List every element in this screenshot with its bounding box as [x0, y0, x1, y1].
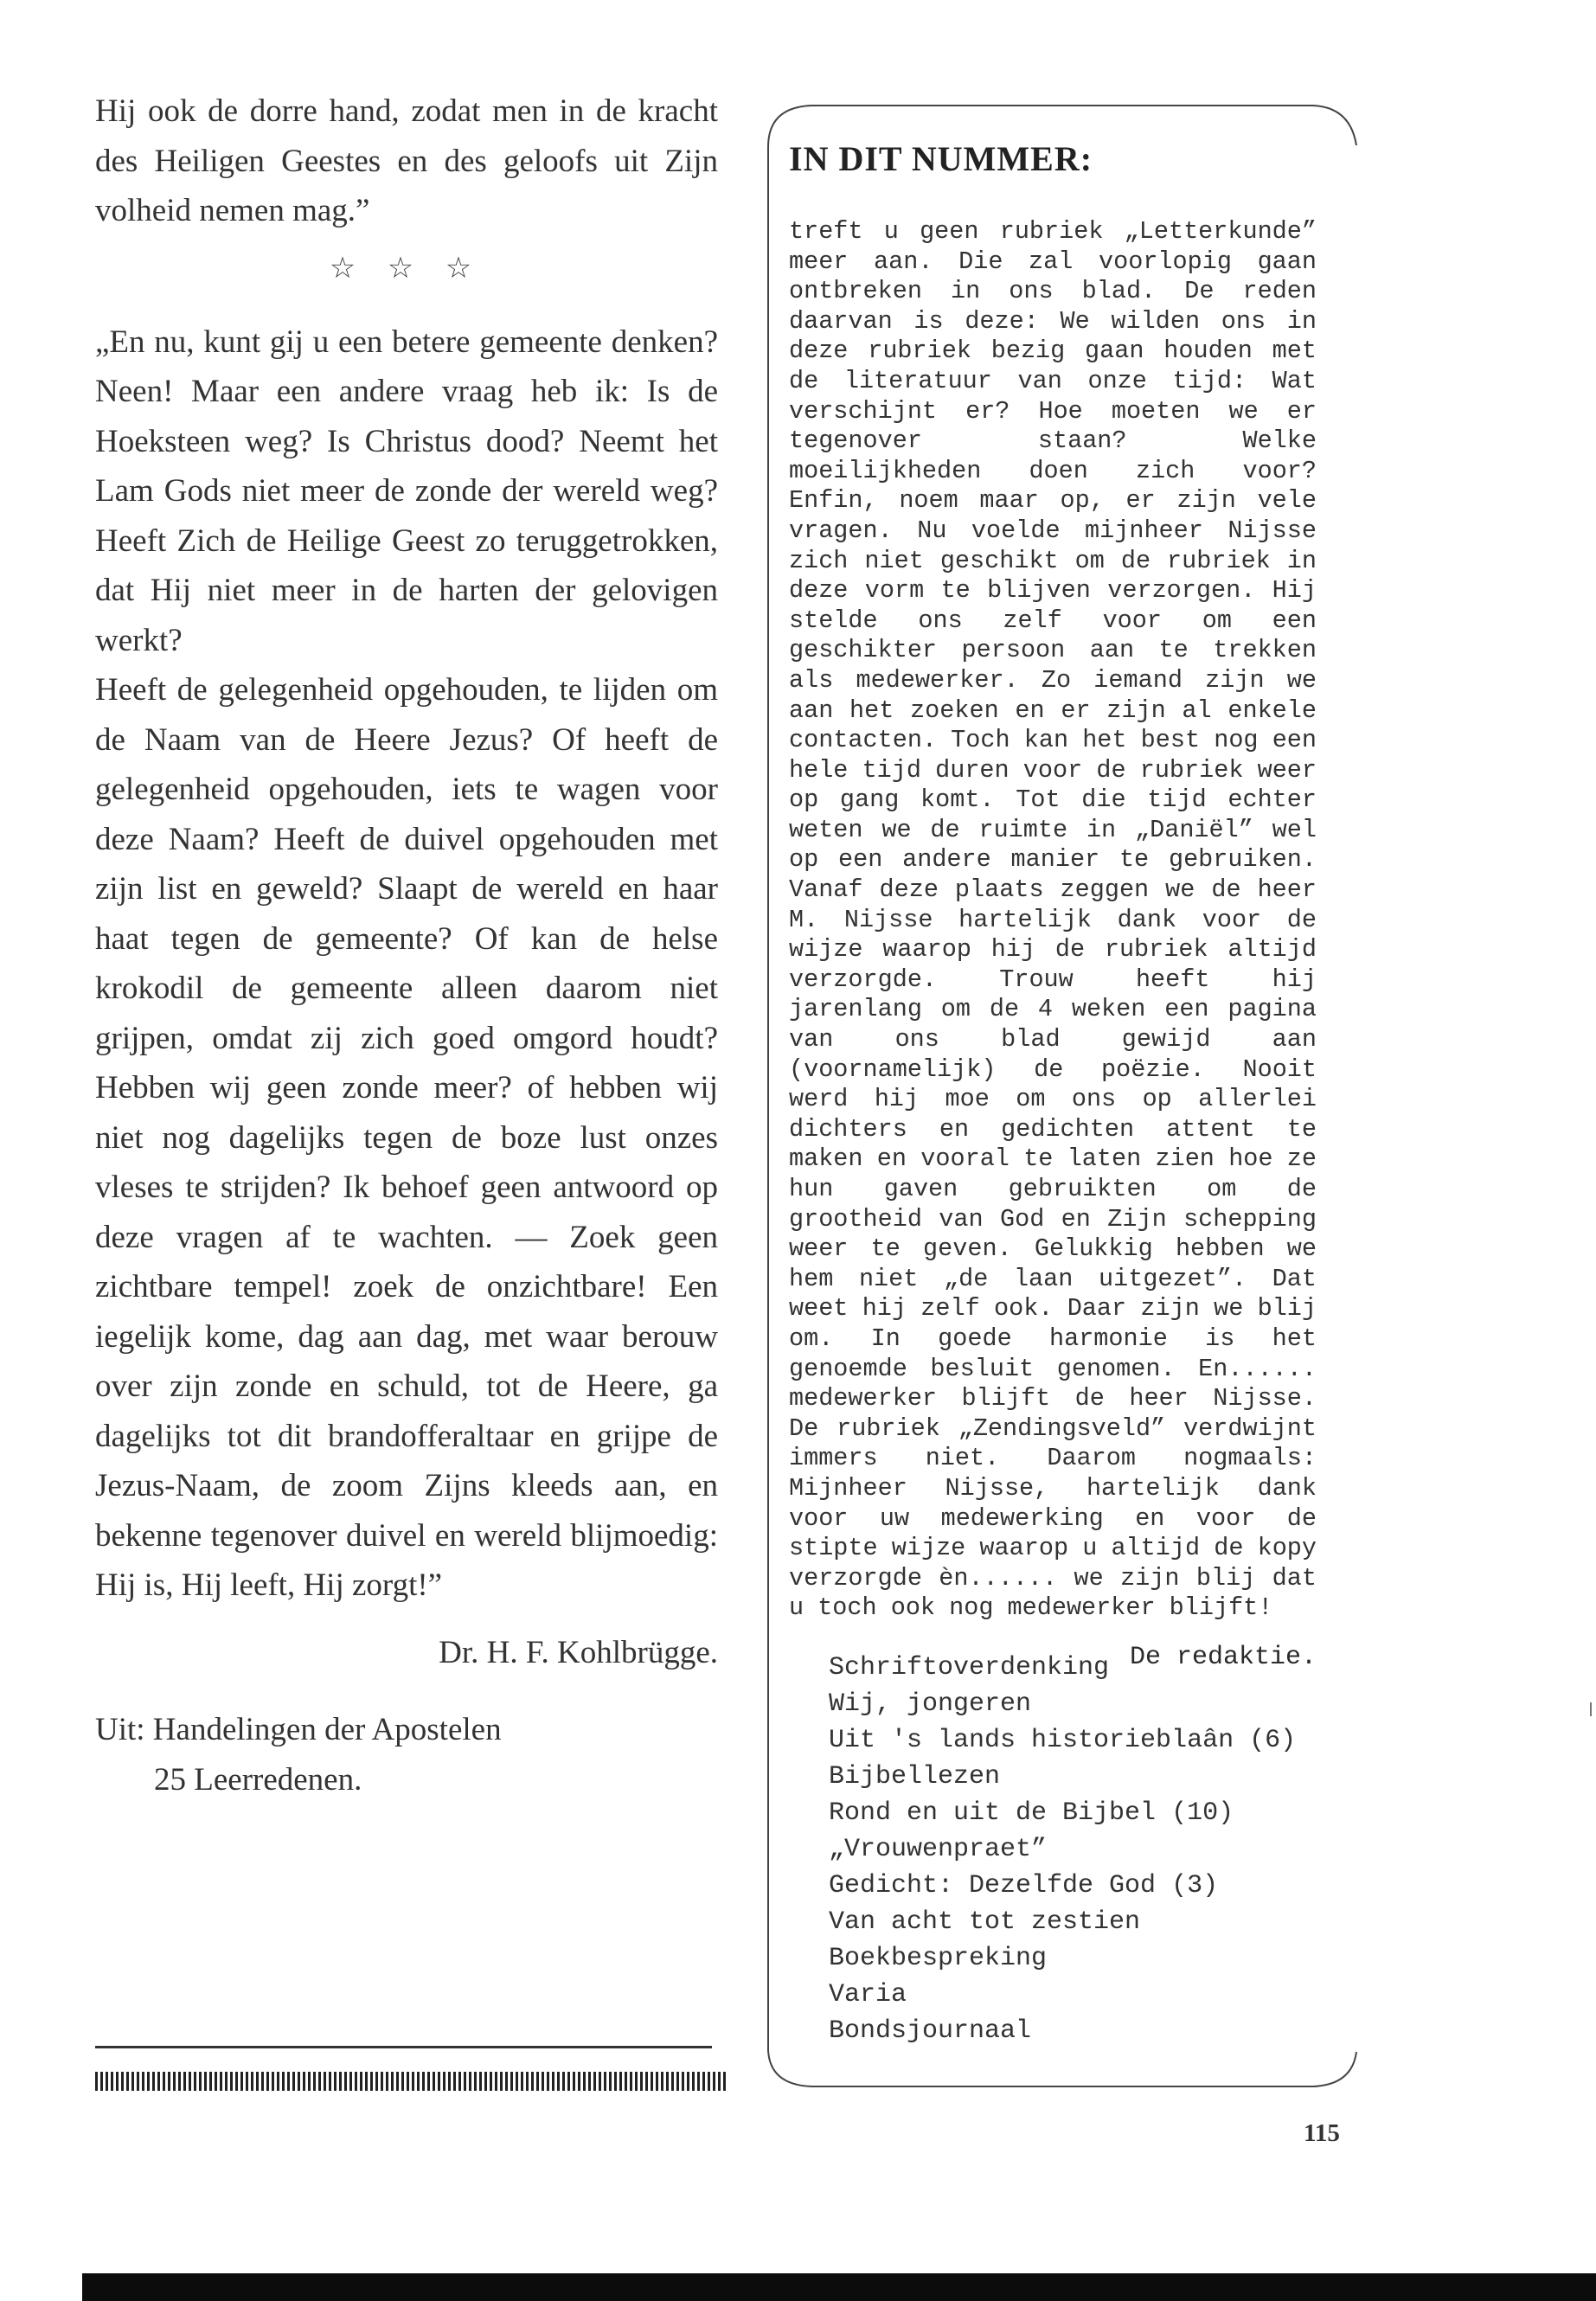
paragraph-3: Heeft de gelegenheid opgehouden, te lijden om de Naam van de Heere Jezus? Of heeft de gelegenheid opgehouden, iets te wagen voor deze Naam? Heeft de duivel opgehouden met zijn list en geweld? Slaapt de wereld en haar haat tegen de gemeente? Of kan de helse krokodil de gemeente alleen daarom niet grijpen, omdat zij zich goed omgord houdt? Hebben wij geen zonde meer? of hebben wij niet nog dagelijks tegen de boze lust onzes vleses te strijden? Ik behoef geen antwoord op deze vragen af te wachten. — Zoek geen zichtbare tempel! zoek de onzichtbare! Een iegelijk kome, dag aan dag, met waar berouw over zijn zonde en schuld, tot de Heere, ga dagelijks tot dit brandofferaltaar en grijpe de Jezus-Naam, de zoom Zijns kleeds aan, en bekenne tegenover duivel en wereld blijmoedig: Hij is, Hij leeft, Hij zorgt!” [95, 672, 718, 1603]
star-separator: ☆ ☆ ☆ [329, 252, 484, 285]
box-signature: De redaktie. [1129, 1642, 1317, 1672]
toc-item: „Vrouwenpraet” [829, 1835, 1048, 1864]
toc-item: Bijbellezen [829, 1762, 1001, 1791]
toc-item: Schriftoverdenking [829, 1653, 1110, 1682]
source-line-1: Uit: Handelingen der Apostelen [95, 1712, 502, 1747]
left-column [95, 87, 718, 1804]
toc-item: Varia [829, 1980, 907, 2009]
toc-item: Uit 's lands historieblaân (6) [829, 1726, 1297, 1755]
decorative-tick-strip [95, 2072, 728, 2091]
toc-item: Gedicht: Dezelfde God (3) [829, 1871, 1219, 1900]
scan-border-bar [82, 2273, 1596, 2301]
toc-item: Rond en uit de Bijbel (10) [829, 1798, 1234, 1828]
scan-mark [1590, 1702, 1592, 1716]
contents-box [789, 138, 1317, 1672]
box-heading: IN DIT NUMMER: [789, 139, 1093, 178]
source-line-2: 25 Leerredenen. [154, 1761, 362, 1798]
toc-item: Van acht tot zestien [829, 1907, 1141, 1937]
paragraph-2: „En nu, kunt gij u een betere gemeente denken? Neen! Maar een andere vraag heb ik: Is de Hoeksteen weg? Is Christus dood? Neemt het Lam Gods niet meer de zonde der wereld weg? Heeft Zich de Heilige Geest zo teruggetrokken, dat Hij niet meer in de harten der gelovigen werkt? [95, 324, 718, 658]
toc-item: Boekbespreking [829, 1944, 1048, 1973]
table-of-contents [829, 1650, 1296, 2049]
page-number: 115 [1304, 2119, 1340, 2147]
paragraph-1: Hij ook de dorre hand, zodat men in de kracht des Heiligen Geestes en des geloofs uit Zijn volheid nemen mag.” [95, 93, 718, 228]
author-signature: Dr. H. F. Kohlbrügge. [439, 1634, 718, 1670]
toc-item: Bondsjournaal [829, 2016, 1032, 2046]
source-citation [95, 1705, 718, 1804]
column-end-rule [95, 2046, 712, 2048]
toc-item: Wij, jongeren [829, 1689, 1032, 1719]
box-body-text: treft u geen rubriek „Letterkunde” meer aan. Die zal voorlopig gaan ontbreken in ons blad. De reden daarvan is deze: We wilden ons in deze rubriek bezig gaan houden met de literatuur van onze tijd: Wat verschijnt er? Hoe moeten we er tegenover staan? Welke moeilijkheden doen zich voor? Enfin, noem maar op, er zijn vele vragen. Nu voelde mijnheer Nijsse zich niet geschikt om de rubriek in deze vorm te blijven verzorgen. Hij stelde ons zelf voor om een geschikter persoon aan te trekken als medewerker. Zo iemand zijn we aan het zoeken en er zijn al enkele contacten. Toch kan het best nog een hele tijd duren voor de rubriek weer op gang komt. Tot die tijd echter weten we de ruimte in „Daniël” wel op een andere manier te gebruiken. Vanaf deze plaats zeggen we de heer M. Nijsse hartelijk dank voor de wijze waarop hij de rubriek altijd verzorgde. Trouw heeft hij jarenlang om de 4 weken een pagina van ons blad gewijd aan (voornamelijk) de poëzie. Nooit werd hij moe om ons op allerlei dichters en gedichten attent te maken en vooral te laten zien hoe ze hun gaven gebruikten om de grootheid van God en Zijn schepping weer te geven. Gelukkig hebben we hem niet „de laan uitgezet”. Dat weet hij zelf ook. Daar zijn we blij om. In goede harmonie is het genoemde besluit genomen. En...... medewerker blijft de heer Nijsse. De rubriek „Zendingsveld” verdwijnt immers niet. Daarom nogmaals: Mijnheer Nijsse, hartelijk dank voor uw medewerking en voor de stipte wijze waarop u altijd de kopy verzorgde èn...... we zijn blij dat u toch ook nog medewerker blijft! [789, 217, 1317, 1623]
